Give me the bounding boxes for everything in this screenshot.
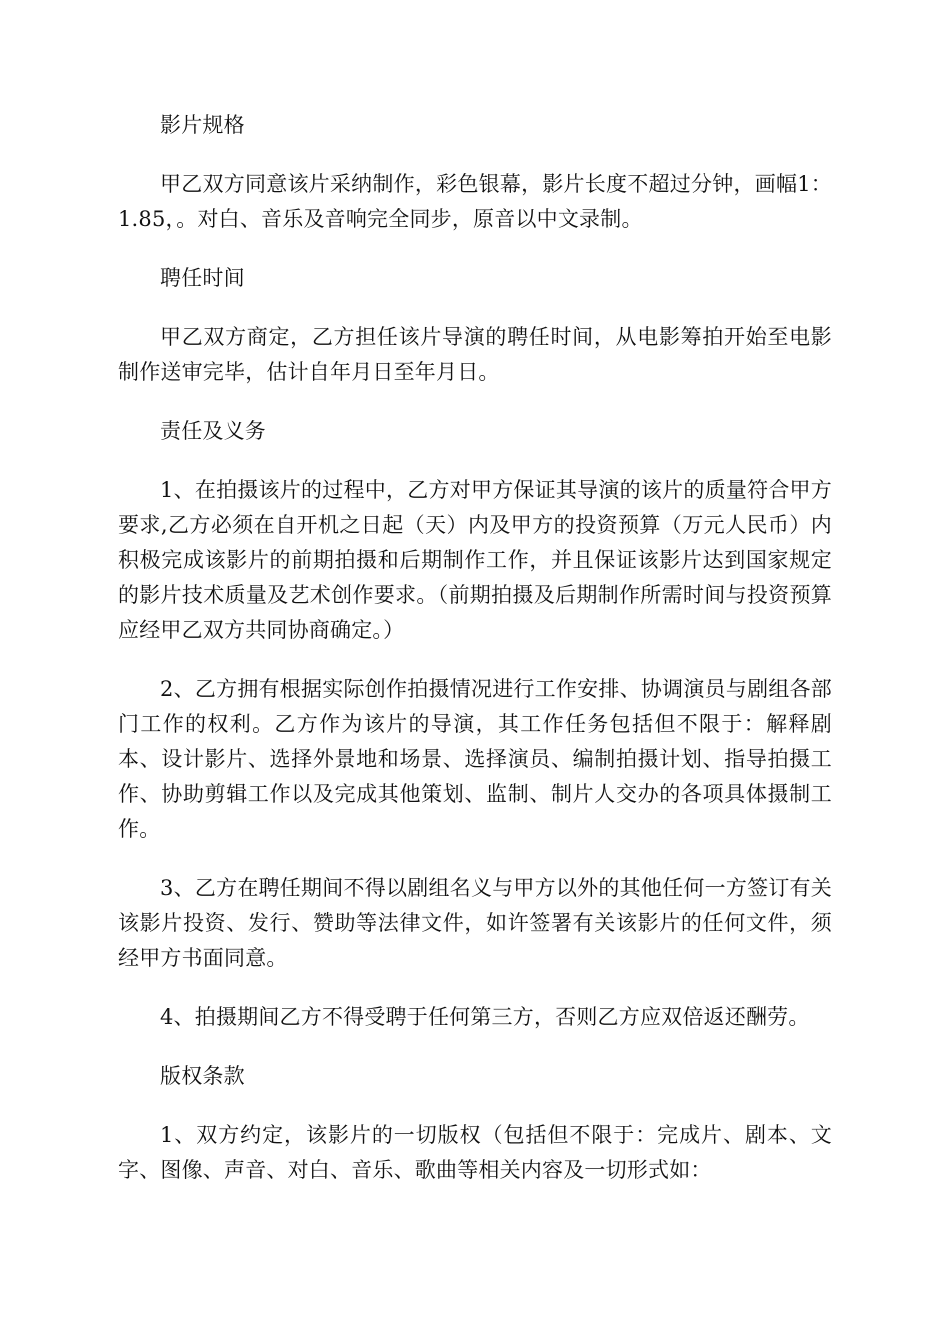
paragraph: 1、在拍摄该片的过程中，乙方对甲方保证其导演的该片的质量符合甲方要求,乙方必须在自开机之日起（天）内及甲方的投资预算（万元人民币）内积极完成该影片的前期拍摄和后期制作工作，并且保证该影片达到国家规定的影片技术质量及艺术创作要求。（前期拍摄及后期制作所需时间与投资预算应经甲乙双方共同协商确定。） — [118, 478, 832, 642]
paragraph: 1、双方约定，该影片的一切版权（包括但不限于：完成片、剧本、文字、图像、声音、对白、音乐、歌曲等相关内容及一切形式如： — [118, 1123, 832, 1182]
paragraph: 甲乙双方商定，乙方担任该片导演的聘任时间，从电影筹拍开始至电影制作送审完毕，估计自年月日至年月日。 — [118, 325, 832, 384]
section-heading: 聘任时间 — [160, 266, 245, 290]
section-copyright — [118, 1059, 832, 1188]
paragraph: 甲乙双方同意该片采纳制作，彩色银幕，影片长度不超过分钟，画幅1：1.85，。对白、音乐及音响完全同步，原音以中文录制。 — [118, 172, 832, 231]
section-heading: 版权条款 — [160, 1064, 245, 1088]
section-film-specs — [118, 108, 832, 237]
paragraph: 3、乙方在聘任期间不得以剧组名义与甲方以外的其他任何一方签订有关该影片投资、发行、赞助等法律文件，如许签署有关该影片的任何文件，须经甲方书面同意。 — [118, 876, 832, 970]
section-responsibilities — [118, 414, 832, 1035]
section-employment-period — [118, 261, 832, 390]
section-heading: 影片规格 — [160, 113, 245, 137]
section-heading: 责任及义务 — [160, 419, 266, 443]
paragraph: 4、拍摄期间乙方不得受聘于任何第三方，否则乙方应双倍返还酬劳。 — [160, 1005, 810, 1029]
paragraph: 2、乙方拥有根据实际创作拍摄情况进行工作安排、协调演员与剧组各部门工作的权利。乙方作为该片的导演，其工作任务包括但不限于：解释剧本、设计影片、选择外景地和场景、选择演员、编制拍摄计划、指导拍摄工作、协助剪辑工作以及完成其他策划、监制、制片人交办的各项具体摄制工作。 — [118, 677, 832, 841]
